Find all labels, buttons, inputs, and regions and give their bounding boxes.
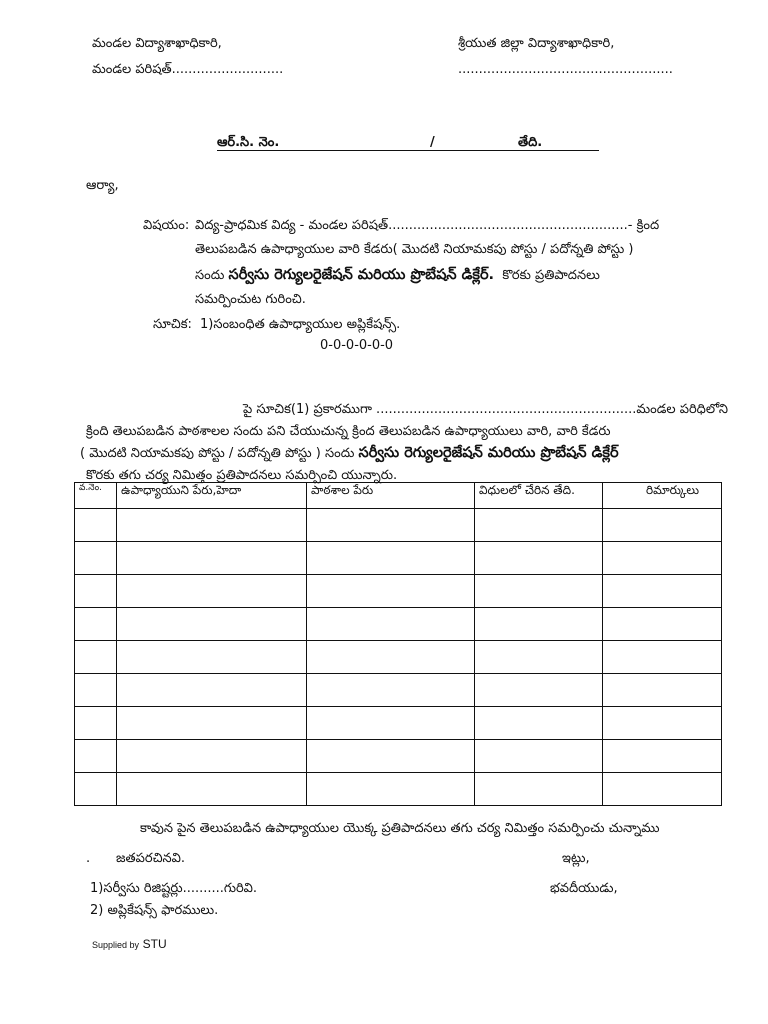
- body-line-3-prefix: ( మొదటి నియామకపు పోస్టు / పదోన్నతి పోస్టు ) సందు: [80, 446, 355, 461]
- table-cell: [475, 542, 603, 575]
- table-cell: [307, 575, 475, 608]
- subject-line-3-bold: సర్వీసు రెగ్యులరైజేషన్ మరియు ప్రొబేషన్ డిక్లేర్.: [228, 267, 495, 283]
- table-cell: [475, 773, 603, 806]
- table-cell: [117, 707, 307, 740]
- body-line-4: కొరకు తగు చర్య నిమిత్తం ప్రతిపాదనలు సమర్పించి యున్నారు.: [86, 468, 398, 483]
- body-line-3: [80, 445, 619, 465]
- table-header-row: [75, 483, 722, 509]
- table-cell: [475, 608, 603, 641]
- to-office: ....................................................: [458, 62, 673, 77]
- column-header-serial: వ.నెం.: [75, 483, 117, 509]
- subject-line-2: తెలుపబడిన ఉపాధ్యాయుల వారి కేడరు( మొదటి నియామకపు పోస్టు / పదోన్నతి పోస్టు ): [195, 242, 634, 257]
- body-line-1: పై సూచిక(1) ప్రకారముగా ...............................................................మండల పరిధిలోని: [243, 402, 729, 417]
- from-office: మండల పరిషత్...........................: [92, 62, 284, 77]
- rc-slash: /: [430, 135, 435, 150]
- table-cell: [475, 707, 603, 740]
- table-cell: [603, 542, 722, 575]
- from-designation: మండల విద్యాశాఖాధికారి,: [92, 36, 222, 51]
- table-row: [75, 674, 722, 707]
- table-cell: [75, 509, 117, 542]
- table-cell: [307, 707, 475, 740]
- table-cell: [117, 509, 307, 542]
- enclosure-2: 2) అప్లికేషన్స్ ఫారములు.: [90, 903, 219, 918]
- body-line-2: క్రింది తెలుపబడిన పాఠశాలల సందు పని చేయుచున్న క్రింద తెలుపబడిన ఉపాధ్యాయులు వారి, వారి కేడరు: [86, 424, 611, 439]
- date-label: తేది.: [518, 135, 543, 150]
- table-cell: [117, 542, 307, 575]
- table-cell: [117, 608, 307, 641]
- table-cell: [307, 641, 475, 674]
- table-cell: [75, 575, 117, 608]
- table-row: [75, 608, 722, 641]
- signature-line: భవదీయుడు,: [550, 881, 618, 896]
- closing-line-1: కావున పైన తెలుపబడిన ఉపాధ్యాయుల యొక్క ప్రతిపాదనలు తగు చర్య నిమిత్తం సమర్పించు చున్నాము: [140, 821, 660, 836]
- subject-label: విషయం:: [143, 218, 190, 233]
- salutation: ఆర్యా,: [86, 178, 119, 193]
- table-cell: [117, 641, 307, 674]
- table-cell: [603, 509, 722, 542]
- table-cell: [603, 773, 722, 806]
- column-header-joining-date: విధులలో చేరిన తేది.: [475, 483, 603, 509]
- table-cell: [75, 773, 117, 806]
- column-header-remarks: రిమార్కులు: [603, 483, 722, 509]
- table-cell: [475, 740, 603, 773]
- subject-line-3: [195, 267, 600, 287]
- table-cell: [75, 542, 117, 575]
- table-cell: [307, 509, 475, 542]
- supplied-by-footer: [92, 936, 167, 951]
- table-cell: [75, 608, 117, 641]
- table-cell: [307, 542, 475, 575]
- supplied-by-label: Supplied by: [92, 940, 140, 950]
- table-row: [75, 509, 722, 542]
- table-cell: [475, 575, 603, 608]
- table-cell: [603, 707, 722, 740]
- enclosure-1: 1)సర్వీసు రిజిష్టర్లు..........గురివి.: [90, 881, 258, 896]
- supplied-by-source: STU: [142, 937, 167, 951]
- table-cell: [117, 674, 307, 707]
- closing-yours: ఇట్లు,: [562, 851, 590, 866]
- table-row: [75, 542, 722, 575]
- table-row: [75, 707, 722, 740]
- subject-line-3-suffix: కొరకు ప్రతిపాదనలు: [502, 268, 600, 283]
- closing-dot: .: [86, 851, 91, 866]
- rc-number-label: ఆర్.సి. నెం.: [217, 135, 280, 150]
- table-cell: [307, 740, 475, 773]
- enclosures-heading: జతపరచినవి.: [116, 851, 186, 866]
- separator: 0-0-0-0-0-0: [320, 338, 394, 353]
- table-cell: [475, 509, 603, 542]
- table-cell: [603, 641, 722, 674]
- table-cell: [475, 674, 603, 707]
- table-cell: [75, 740, 117, 773]
- teachers-table: [74, 482, 722, 806]
- table-row: [75, 641, 722, 674]
- column-header-teacher-name: ఉపాధ్యాయుని పేరు,హెదా: [117, 483, 307, 509]
- table-cell: [603, 740, 722, 773]
- table-row: [75, 575, 722, 608]
- table-cell: [603, 608, 722, 641]
- table-cell: [75, 641, 117, 674]
- table-cell: [75, 707, 117, 740]
- table-cell: [117, 575, 307, 608]
- reference-underline: [217, 150, 599, 151]
- body-line-3-bold: సర్వీసు రెగ్యులరైజేషన్ మరియు ప్రొబేషన్ డిక్లేర్: [358, 445, 619, 461]
- table-cell: [307, 773, 475, 806]
- table-row: [75, 740, 722, 773]
- subject-line-3-prefix: సందు: [195, 268, 225, 283]
- reference-note-label: సూచిక:: [153, 317, 192, 332]
- table-cell: [603, 674, 722, 707]
- subject-line-1: విద్య-ప్రాధమిక విద్య - మండల పరిషత్..........................................................- క్రింద: [195, 218, 660, 233]
- table-cell: [117, 740, 307, 773]
- table-row: [75, 773, 722, 806]
- table-cell: [117, 773, 307, 806]
- reference-note-text: 1)సంబంధిత ఉపాధ్యాయుల అప్లికేషన్స్.: [200, 317, 401, 332]
- table-cell: [475, 641, 603, 674]
- to-designation: శ్రీయుత జిల్లా విద్యాశాఖాధికారి,: [458, 36, 615, 51]
- table-cell: [603, 575, 722, 608]
- table-cell: [307, 674, 475, 707]
- table-cell: [307, 608, 475, 641]
- subject-line-4: సమర్పించుట గురించి.: [195, 292, 306, 307]
- column-header-school-name: పాఠశాల పేరు: [307, 483, 475, 509]
- table-cell: [75, 674, 117, 707]
